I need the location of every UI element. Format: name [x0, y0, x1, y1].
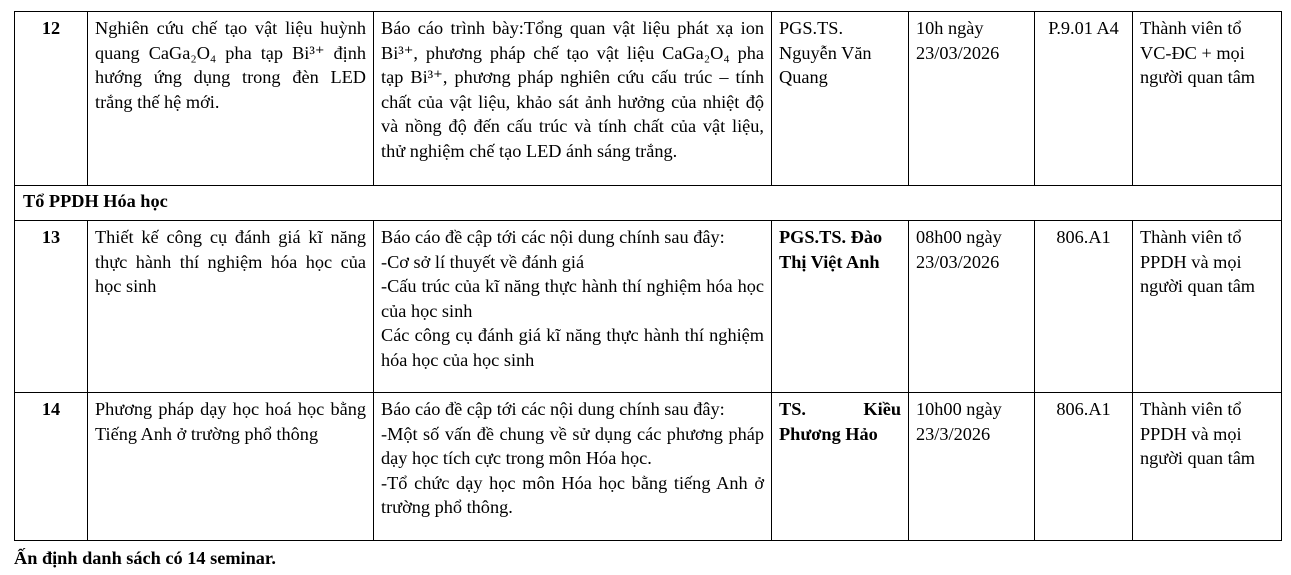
- time: 10h ngày 23/03/2026: [909, 12, 1035, 186]
- section-title: Tổ PPDH Hóa học: [15, 186, 1282, 221]
- presenter-first-line: [779, 397, 901, 422]
- content-line: -Một số vấn đề chung về sử dụng các phương pháp dạy học tích cực trong môn Hóa học.: [381, 423, 764, 468]
- audience: Thành viên tổ PPDH và mọi người quan tâm: [1133, 393, 1282, 541]
- row-number: 13: [15, 221, 88, 393]
- table-row: [15, 393, 1282, 541]
- content-line: Báo cáo trình bày:Tổng quan vật liệu phát xạ ion Bi³⁺, phương pháp chế tạo vật liệu CaGa₂O₄ pha tạp Bi³⁺, phương pháp nghiên cứu cấu trúc – tính chất của vật liệu, khảo sát ảnh hưởng của nhiệt độ và nồng độ đến cấu trúc và tính chất của vật liệu, thử nghiệm chế tạo LED ánh sáng trắng.: [381, 18, 764, 161]
- seminar-table: [14, 11, 1282, 541]
- content-line: Báo cáo đề cập tới các nội dung chính sau đây:: [381, 227, 725, 247]
- time: 08h00 ngày 23/03/2026: [909, 221, 1035, 393]
- audience: Thành viên tổ VC-ĐC + mọi người quan tâm: [1133, 12, 1282, 186]
- seminar-content: [374, 221, 772, 393]
- content-line: Các công cụ đánh giá kĩ năng thực hành thí nghiệm hóa học của học sinh: [381, 325, 764, 370]
- table-row: [15, 12, 1282, 186]
- time: 10h00 ngày 23/3/2026: [909, 393, 1035, 541]
- presenter-given-name: Phương Hảo: [779, 423, 878, 444]
- row-number: 14: [15, 393, 88, 541]
- audience: Thành viên tổ PPDH và mọi người quan tâm: [1133, 221, 1282, 393]
- room: P.9.01 A4: [1035, 12, 1133, 186]
- content-line: -Cơ sở lí thuyết về đánh giá: [381, 251, 585, 272]
- presenter-title: TS.: [779, 399, 806, 419]
- room: 806.A1: [1035, 393, 1133, 541]
- presenter: PGS.TS. Đào Thị Việt Anh: [772, 221, 909, 393]
- presenter: PGS.TS. Nguyễn Văn Quang: [772, 12, 909, 186]
- seminar-title: Phương pháp dạy học hoá học bằng Tiếng Anh ở trường phổ thông: [88, 393, 374, 541]
- seminar-content: [374, 12, 772, 186]
- seminar-title: Nghiên cứu chế tạo vật liệu huỳnh quang CaGa₂O₄ pha tạp Bi³⁺ định hướng ứng dụng trong đèn LED trắng thế hệ mới.: [88, 12, 374, 186]
- room: 806.A1: [1035, 221, 1133, 393]
- presenter-surname: Kiều: [863, 399, 901, 419]
- section-row: [15, 186, 1282, 221]
- presenter: [772, 393, 909, 541]
- content-line: Báo cáo đề cập tới các nội dung chính sau đây:: [381, 399, 725, 419]
- footer-note: Ấn định danh sách có 14 seminar.: [14, 548, 276, 568]
- table-row: [15, 221, 1282, 393]
- seminar-content: [374, 393, 772, 541]
- row-number: 12: [15, 12, 88, 186]
- content-line: -Tổ chức dạy học môn Hóa học bằng tiếng Anh ở trường phổ thông.: [381, 472, 764, 517]
- seminar-title: Thiết kế công cụ đánh giá kĩ năng thực hành thí nghiệm hóa học của học sinh: [88, 221, 374, 393]
- content-line: -Cấu trúc của kĩ năng thực hành thí nghiệm hóa học của học sinh: [381, 276, 764, 321]
